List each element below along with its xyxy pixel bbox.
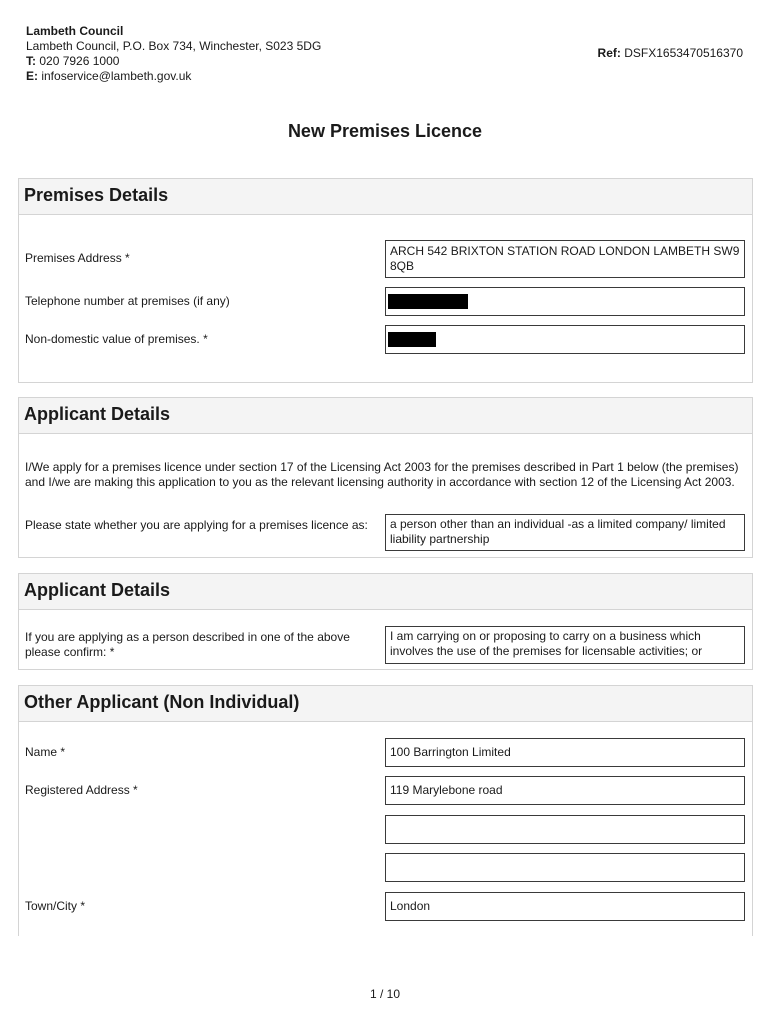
section-header xyxy=(19,179,752,215)
ref-label: Ref: xyxy=(597,46,621,60)
premises-phone-field[interactable] xyxy=(385,287,745,316)
ref-value: DSFX1653470516370 xyxy=(624,46,743,60)
premises-address-field[interactable]: ARCH 542 BRIXTON STATION ROAD LONDON LAMBETH SW9 8QB xyxy=(385,240,745,278)
email-label: E: xyxy=(26,69,38,83)
page-number: 1 / 10 xyxy=(369,987,401,1001)
redaction-block xyxy=(388,294,468,309)
section-title: Applicant Details xyxy=(24,580,171,600)
org-phone: 020 7926 1000 xyxy=(39,54,120,68)
section-title: Applicant Details xyxy=(24,404,171,424)
section-title: Other Applicant (Non Individual) xyxy=(24,692,300,712)
registered-address-line3-field[interactable] xyxy=(385,853,745,882)
applicant-confirm-section xyxy=(18,573,753,670)
confirm-label: If you are applying as a person described in one of the above please confirm: * xyxy=(25,630,350,659)
applicant-details-section xyxy=(18,397,753,558)
registered-address-line2-field[interactable] xyxy=(385,815,745,844)
org-phone-line xyxy=(26,54,321,69)
org-address: Lambeth Council, P.O. Box 734, Winchester, S023 5DG xyxy=(26,39,322,53)
org-email-line xyxy=(26,69,321,84)
confirm-field[interactable]: I am carrying on or proposing to carry on a business which involves the use of the premises for licensable activities; or xyxy=(385,626,745,664)
premises-details-section xyxy=(18,178,753,383)
town-label: Town/City * xyxy=(25,899,86,913)
name-field[interactable]: 100 Barrington Limited xyxy=(385,738,745,767)
registered-address-label: Registered Address * xyxy=(25,783,138,797)
section-header xyxy=(19,398,752,434)
redaction-block xyxy=(388,332,436,347)
nondomestic-value-field[interactable] xyxy=(385,325,745,354)
reference xyxy=(598,46,743,60)
phone-label: T: xyxy=(26,54,36,68)
org-name: Lambeth Council xyxy=(26,24,124,38)
page-title: New Premises Licence xyxy=(287,121,483,141)
applying-as-field[interactable]: a person other than an individual -as a limited company/ limited liability partnership xyxy=(385,514,745,551)
section-header xyxy=(19,574,752,610)
applicant-intro-text: I/We apply for a premises licence under section 17 of the Licensing Act 2003 for the premises described in Part 1 below (the premises) and I/we are making this application to you as the relevant licensing authority in accordance with section 12 of the Licensing Act 2003. xyxy=(25,460,739,489)
registered-address-field[interactable]: 119 Marylebone road xyxy=(385,776,745,805)
org-email: infoservice@lambeth.gov.uk xyxy=(41,69,192,83)
nondomestic-value-label: Non-domestic value of premises. * xyxy=(25,332,208,346)
premises-address-label: Premises Address * xyxy=(25,251,130,265)
section-header xyxy=(19,686,752,722)
premises-phone-label: Telephone number at premises (if any) xyxy=(25,294,230,308)
section-title: Premises Details xyxy=(24,185,169,205)
other-applicant-section xyxy=(18,685,753,936)
name-label: Name * xyxy=(25,745,66,759)
applying-as-label: Please state whether you are applying for a premises licence as: xyxy=(25,518,368,532)
council-header xyxy=(26,24,321,84)
town-field[interactable]: London xyxy=(385,892,745,921)
